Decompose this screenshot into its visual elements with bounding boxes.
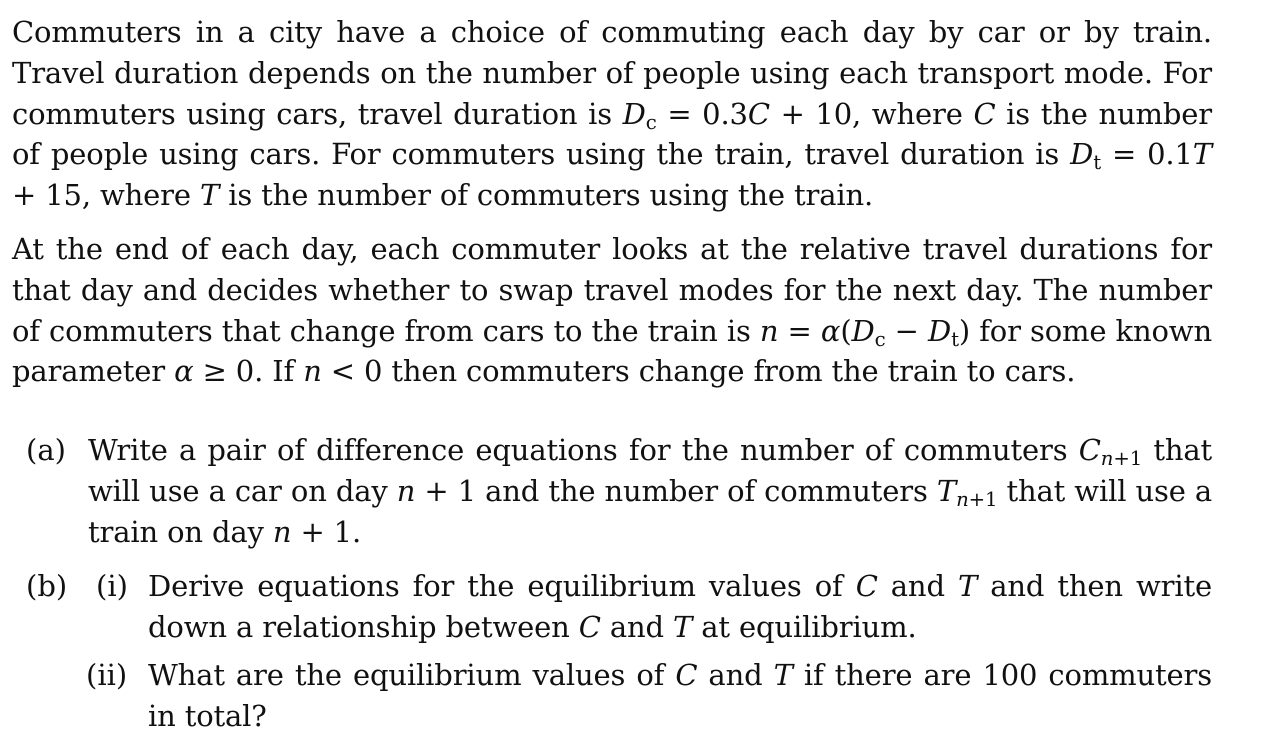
paragraph-commute-durations <box>12 12 1212 216</box>
text: Write a pair of difference equations for the number of commuters <box>88 433 1079 467</box>
question-b-i-label: (i) <box>96 569 128 603</box>
math: = 0.3 <box>656 96 748 131</box>
text: at equilibrium. <box>692 609 917 644</box>
text: and <box>697 658 774 692</box>
math: α <box>820 313 841 348</box>
math: T <box>199 178 220 213</box>
text: if there are 100 commuters in total? <box>148 658 1213 733</box>
math: T <box>957 569 978 603</box>
question-a-label: (a) <box>26 433 66 467</box>
text: + 15, where <box>12 178 200 213</box>
text: and <box>877 569 958 603</box>
question-b-i <box>148 566 1212 648</box>
math: C <box>675 658 698 692</box>
math-subscript: c <box>874 327 886 351</box>
text: is the number of people using cars. For commuters using the train, travel duration is <box>12 96 1212 172</box>
math-subscript: n <box>1100 446 1114 470</box>
math: < 0 <box>321 354 383 389</box>
math: n <box>303 354 322 389</box>
text: + 1 and the number of commuters <box>415 473 937 508</box>
text: At the end of each day, each commuter looks at the relative travel durations for that day and decides whether to swap travel modes for the next day. The number of commuters that change from cars to the train is <box>12 232 1212 348</box>
math: C <box>855 569 878 603</box>
paragraph-swap-modes <box>12 229 1212 392</box>
math: α <box>174 354 194 389</box>
question-b-ii-label: (ii) <box>86 658 128 692</box>
text: + 10, where <box>769 96 974 131</box>
math: ) <box>958 313 971 348</box>
math: ( <box>840 313 852 348</box>
math: n <box>759 313 779 348</box>
math: C <box>973 96 996 131</box>
math-subscript: t <box>951 327 959 351</box>
question-b-label: (b) <box>26 569 68 603</box>
text: and <box>600 609 674 644</box>
question-a <box>88 430 1212 552</box>
math-subscript: c <box>645 110 657 134</box>
math: n <box>272 514 292 549</box>
math: T <box>1192 137 1212 172</box>
text: then commuters change from the train to cars. <box>382 354 1076 389</box>
text: that will use a car on day <box>88 433 1213 508</box>
math-subscript: n <box>956 487 969 511</box>
text: What are the equilibrium values of <box>148 658 676 692</box>
text: Commuters in a city have a choice of commuting each day by car or by train. Travel duration depends on the number of people using each transport mode. For commuters using cars, travel duration is <box>12 15 1212 131</box>
math-subscript: t <box>1093 151 1102 175</box>
math: n <box>396 473 416 508</box>
math: D <box>851 313 875 348</box>
math: D <box>622 96 646 131</box>
math: − <box>885 313 928 348</box>
math: T <box>773 658 793 692</box>
math: C <box>578 609 601 644</box>
math: D <box>1070 137 1094 172</box>
math: T <box>936 473 957 508</box>
question-b-ii <box>148 655 1212 737</box>
text: for some known parameter <box>12 313 1212 389</box>
math-subscript: +1 <box>1113 446 1143 470</box>
text: + 1. <box>291 514 362 549</box>
text: is the number of commuters using the train. <box>219 178 874 213</box>
math: ≥ 0. If <box>193 354 304 389</box>
math: C <box>1078 433 1101 467</box>
text: Derive equations for the equilibrium values of <box>148 569 856 603</box>
math: C <box>747 96 770 131</box>
math: = <box>778 313 821 348</box>
math: = 0.1 <box>1101 137 1193 172</box>
math: T <box>673 609 693 644</box>
text: that will use a train on day <box>88 473 1212 549</box>
text: and then write down a relationship between <box>148 569 1212 644</box>
math: D <box>927 313 952 348</box>
math-subscript: +1 <box>968 487 998 511</box>
